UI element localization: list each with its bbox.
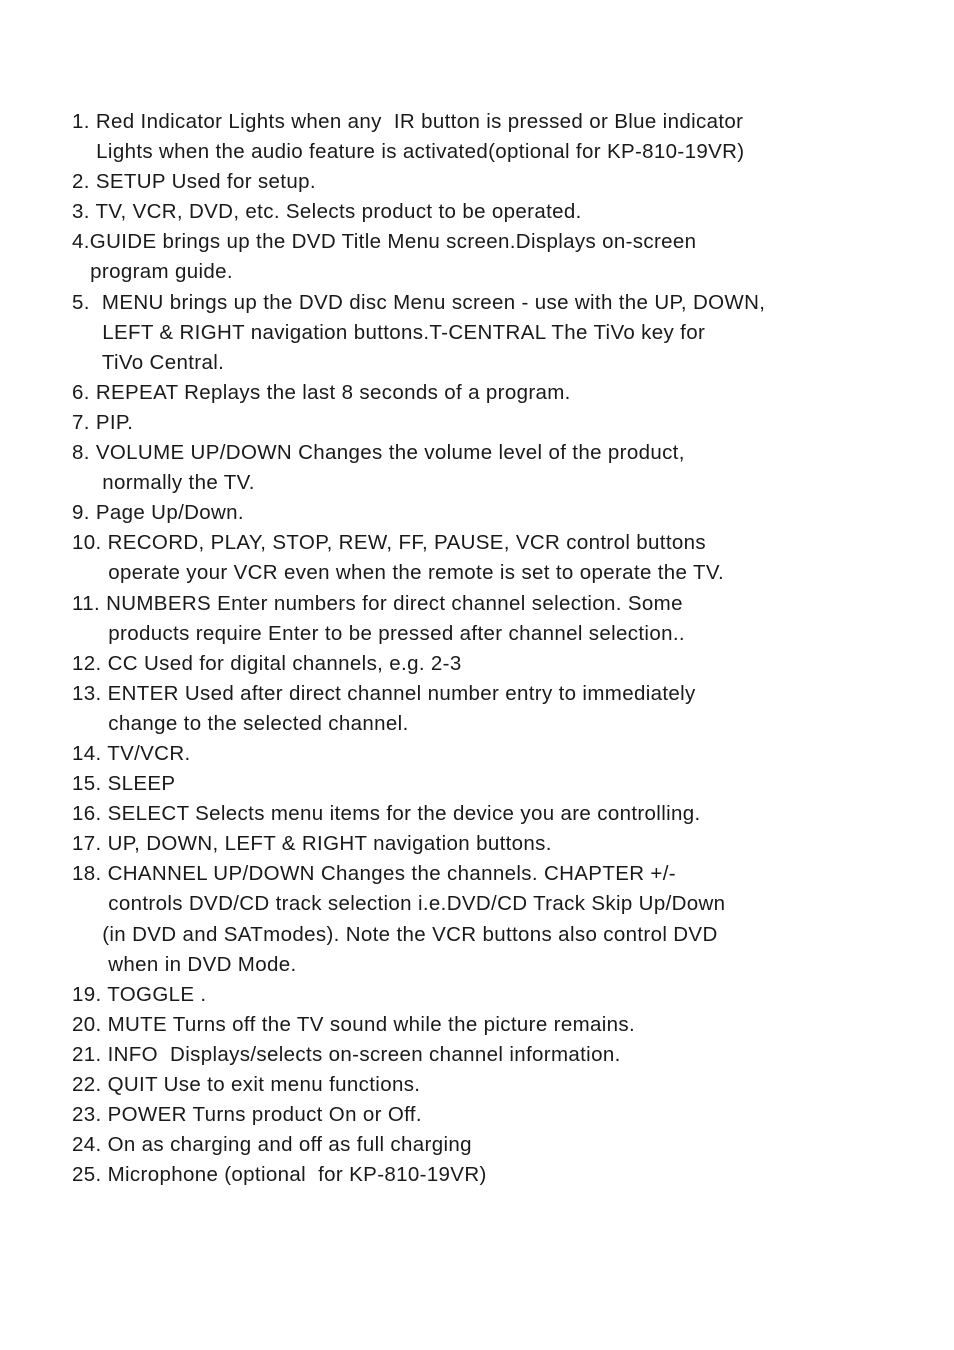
manual-line: LEFT & RIGHT navigation buttons.T-CENTRAL The TiVo key for — [72, 320, 706, 344]
manual-line: 3. TV, VCR, DVD, etc. Selects product to be operated. — [72, 200, 582, 224]
manual-line: products require Enter to be pressed after channel selection.. — [72, 621, 685, 645]
manual-line: 19. TOGGLE . — [72, 982, 207, 1006]
manual-line: TiVo Central. — [72, 350, 225, 374]
manual-line: 7. PIP. — [72, 410, 134, 434]
manual-line: when in DVD Mode. — [72, 952, 297, 976]
manual-line: 9. Page Up/Down. — [72, 501, 244, 525]
manual-line: 24. On as charging and off as full charging — [72, 1133, 472, 1157]
manual-line: 23. POWER Turns product On or Off. — [72, 1103, 422, 1127]
manual-line: 14. TV/VCR. — [72, 741, 191, 765]
manual-line: 1. Red Indicator Lights when any IR button is pressed or Blue indicator — [72, 110, 744, 133]
manual-line: 8. VOLUME UP/DOWN Changes the volume level of the product, — [72, 441, 685, 465]
manual-line: 4.GUIDE brings up the DVD Title Menu screen.Displays on-screen — [72, 230, 697, 254]
manual-line: normally the TV. — [72, 471, 255, 495]
manual-line: 12. CC Used for digital channels, e.g. 2-3 — [72, 651, 462, 675]
manual-line: 13. ENTER Used after direct channel number entry to immediately — [72, 681, 696, 705]
manual-line: 2. SETUP Used for setup. — [72, 170, 316, 194]
manual-line: 11. NUMBERS Enter numbers for direct channel selection. Some — [72, 591, 683, 615]
manual-line: 16. SELECT Selects menu items for the device you are controlling. — [72, 802, 701, 826]
manual-line: change to the selected channel. — [72, 711, 409, 735]
manual-line: 18. CHANNEL UP/DOWN Changes the channels. CHAPTER +/- — [72, 862, 676, 886]
manual-line: 6. REPEAT Replays the last 8 seconds of a program. — [72, 380, 571, 404]
manual-line: operate your VCR even when the remote is set to operate the TV. — [72, 561, 725, 585]
manual-line: 25. Microphone (optional for KP-810-19VR) — [72, 1163, 487, 1187]
manual-page — [72, 107, 932, 1190]
manual-line: program guide. — [72, 260, 233, 284]
manual-line: controls DVD/CD track selection i.e.DVD/CD Track Skip Up/Down — [72, 892, 726, 916]
manual-line: Lights when the audio feature is activated(optional for KP-810-19VR) — [72, 140, 745, 164]
manual-line: 20. MUTE Turns off the TV sound while the picture remains. — [72, 1012, 636, 1036]
manual-line: 15. SLEEP — [72, 772, 176, 796]
manual-line: 5. MENU brings up the DVD disc Menu screen - use with the UP, DOWN, — [72, 290, 766, 314]
manual-line: 10. RECORD, PLAY, STOP, REW, FF, PAUSE, VCR control buttons — [72, 531, 706, 555]
manual-line: 21. INFO Displays/selects on-screen channel information. — [72, 1042, 621, 1066]
manual-line: 22. QUIT Use to exit menu functions. — [72, 1073, 421, 1096]
manual-line: (in DVD and SATmodes). Note the VCR buttons also control DVD — [72, 922, 718, 946]
manual-line: 17. UP, DOWN, LEFT & RIGHT navigation buttons. — [72, 832, 552, 856]
